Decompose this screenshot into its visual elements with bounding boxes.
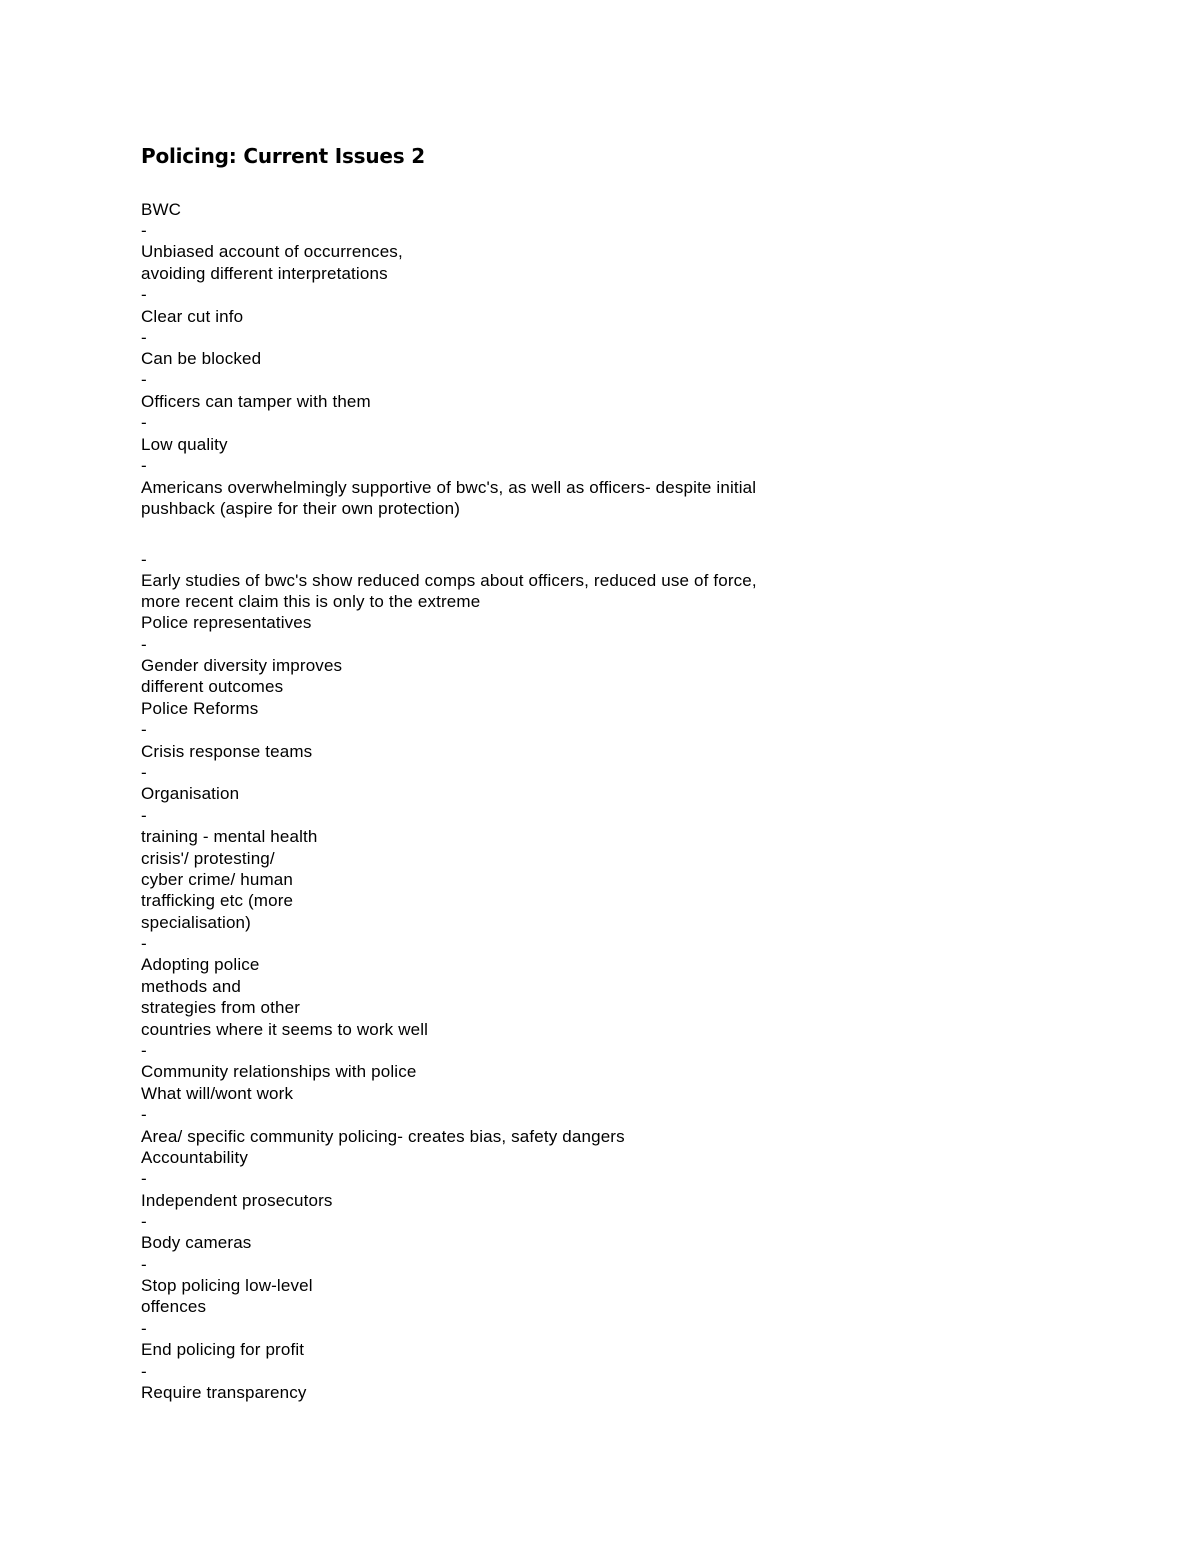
text-line: - xyxy=(141,370,147,389)
text-line: Americans overwhelmingly supportive of bwc's, as well as officers- despite initial xyxy=(141,478,757,497)
text-line: Police Reforms xyxy=(141,699,259,718)
text-line: crisis'/ protesting/ xyxy=(141,849,275,868)
text-line: - xyxy=(141,550,147,569)
text-line: Organisation xyxy=(141,784,240,803)
text-line: - xyxy=(141,1212,147,1231)
text-line: What will/wont work xyxy=(141,1084,294,1103)
text-line: pushback (aspire for their own protection) xyxy=(141,499,461,518)
text-line: different outcomes xyxy=(141,677,284,696)
text-line: Low quality xyxy=(141,435,228,454)
text-line: - xyxy=(141,328,147,347)
text-line: Clear cut info xyxy=(141,307,244,326)
text-line: training - mental health xyxy=(141,827,318,846)
text-line: - xyxy=(141,221,147,240)
text-line: Crisis response teams xyxy=(141,742,313,761)
text-line: Accountability xyxy=(141,1148,248,1167)
text-line: - xyxy=(141,635,147,654)
text-line: Early studies of bwc's show reduced comps about officers, reduced use of force, xyxy=(141,571,757,590)
text-line: Officers can tamper with them xyxy=(141,392,371,411)
text-line: specialisation) xyxy=(141,913,251,932)
text-line: - xyxy=(141,720,147,739)
text-line: - xyxy=(141,1255,147,1274)
text-line: countries where it seems to work well xyxy=(141,1020,429,1039)
text-line: strategies from other xyxy=(141,998,301,1017)
text-line: BWC xyxy=(141,200,182,219)
text-line: Stop policing low-level xyxy=(141,1276,313,1295)
text-line: cyber crime/ human xyxy=(141,870,293,889)
text-line: Police representatives xyxy=(141,613,312,632)
text-line: Gender diversity improves xyxy=(141,656,343,675)
text-line: Can be blocked xyxy=(141,349,262,368)
text-line: Independent prosecutors xyxy=(141,1191,333,1210)
page-title: Policing: Current Issues 2 xyxy=(141,144,425,168)
text-line: methods and xyxy=(141,977,241,996)
text-line: more recent claim this is only to the extreme xyxy=(141,592,481,611)
text-line: Unbiased account of occurrences, xyxy=(141,242,403,261)
text-line: - xyxy=(141,1169,147,1188)
text-line: - xyxy=(141,806,147,825)
text-line: - xyxy=(141,1041,147,1060)
text-line: - xyxy=(141,934,147,953)
text-line: Adopting police xyxy=(141,955,260,974)
text-line: Area/ specific community policing- creates bias, safety dangers xyxy=(141,1127,625,1146)
text-line: Body cameras xyxy=(141,1233,252,1252)
text-line: - xyxy=(141,763,147,782)
text-line: - xyxy=(141,1105,147,1124)
text-line: - xyxy=(141,285,147,304)
text-line: - xyxy=(141,1319,147,1338)
text-line: trafficking etc (more xyxy=(141,891,294,910)
text-line: - xyxy=(141,413,147,432)
text-line: - xyxy=(141,1362,147,1381)
text-line: offences xyxy=(141,1297,207,1316)
text-line: - xyxy=(141,456,147,475)
text-line: Community relationships with police xyxy=(141,1062,417,1081)
text-line: avoiding different interpretations xyxy=(141,264,388,283)
text-line: Require transparency xyxy=(141,1383,307,1402)
text-line: End policing for profit xyxy=(141,1340,305,1359)
